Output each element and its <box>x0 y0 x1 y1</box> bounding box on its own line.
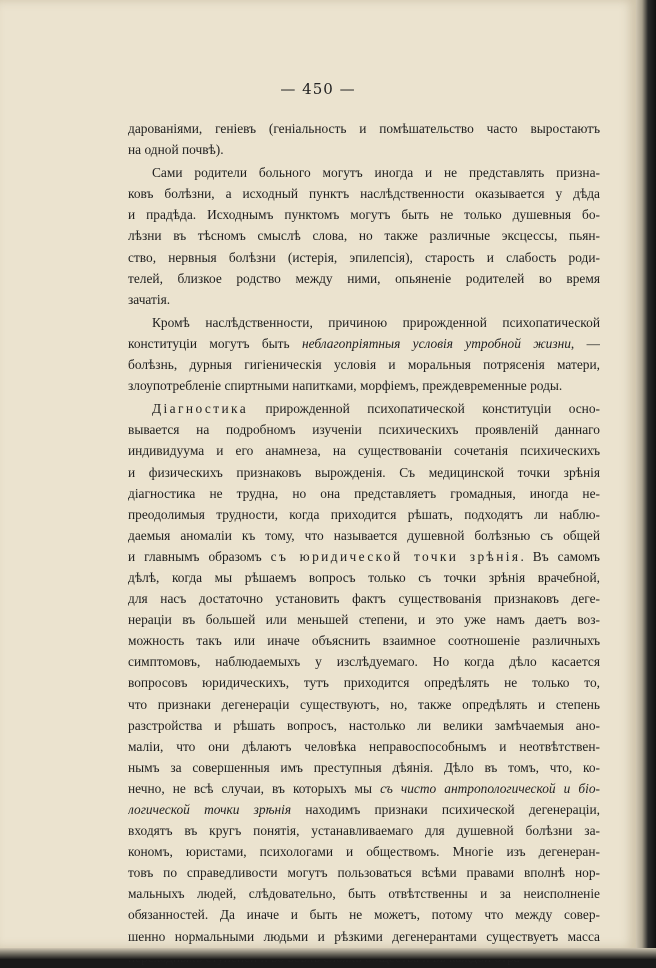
text-line <box>128 546 600 567</box>
text-line: на одной почвѣ). <box>128 142 224 158</box>
text-line: діагностика не трудна, но она представляетъ громадныя, иногда не- <box>128 485 600 501</box>
text-line: зачатія. <box>128 291 171 307</box>
text-line: ство, нервныя болѣзни (истерія, эпилепсія), старость и слабость роди- <box>128 249 600 265</box>
text-line: ковъ болѣзни, а исходный пунктъ наслѣдственности оказывается у дѣда <box>128 186 600 202</box>
text-line: и прадѣда. Исходнымъ пунктомъ могутъ быть не только душевныя бо- <box>128 207 600 223</box>
text-line: злоупотребленіе спиртными напитками, морфіемъ, преждевременные роды. <box>128 378 563 394</box>
text-line: что признаки дегенераціи существуютъ, но, также опредѣлять и степень <box>128 696 600 712</box>
text-line <box>128 799 600 820</box>
text-line: дарованіями, геніевъ (геніальность и помѣшательство часто выростаютъ <box>128 121 600 136</box>
text-run: нечно, не всѣ случаи, въ которыхъ мы <box>128 780 381 796</box>
book-edge-right <box>636 0 656 960</box>
text-line: шенно нормальными людьми и рѣзкими дегенерантами существуетъ масса <box>128 928 600 944</box>
text-line: можность такъ или иначе объяснить взаимное соотношеніе различныхъ <box>128 633 600 649</box>
text-line: и физическихъ признаковъ вырожденія. Съ медицинской точки зрѣнія <box>128 464 600 480</box>
text-line: Сами родители больного могутъ иногда и не представлять призна- <box>152 165 600 181</box>
text-line: входятъ въ кругъ понятія, устанавливаемаго для душевной болѣзни за- <box>128 823 600 839</box>
text-line: болѣзнь, дурныя гигіеническія условія и моральныя потрясенія матери, <box>128 357 600 373</box>
text-line: кономъ, юристами, психологами и обществомъ. Многіе изъ дегенеран- <box>128 844 600 860</box>
text-line: индивидуума и его анамнеза, на существованіи сочетанія психическихъ <box>128 443 600 459</box>
text-line: вопросовъ юридическихъ, тутъ приходится опредѣлять не только то, <box>128 675 600 691</box>
text-line: преодолимыя трудности, когда приходится рѣшать, подходятъ ли наблю- <box>128 506 600 522</box>
text-line <box>128 333 600 354</box>
text-line <box>128 398 600 419</box>
italic-phrase: неблагопріятныя условія утробной жизни <box>301 335 571 351</box>
body-text <box>128 118 600 968</box>
text-line: мальныхъ людей, слѣдовательно, быть отвѣтственны и за неисполненіе <box>128 886 600 902</box>
text-run: прирожденной психопатической конституціи осно- <box>248 401 600 417</box>
spaced-phrase: Діагностика <box>152 401 249 417</box>
text-line: даемыя аномаліи къ тому, что называется душевной болѣзнью съ общей <box>128 527 600 543</box>
spaced-phrase: съ юридической точки зрѣнія <box>270 548 521 564</box>
text-run: . Въ самомъ <box>520 548 600 564</box>
text-line: лѣзни въ тѣсномъ смыслѣ слова, но также различные эксцессы, пьян- <box>128 228 600 244</box>
text-line: нымъ за совершенныя имъ преступныя дѣянія. Дѣло въ томъ, что, ко- <box>128 759 600 775</box>
italic-phrase: логической точки зрѣнія <box>128 802 292 817</box>
text-line: дѣлѣ, когда мы рѣшаемъ вопросъ только съ точки зрѣнія врачебной, <box>128 569 600 585</box>
book-edge-bottom <box>0 948 656 960</box>
text-run: находимъ признаки психической дегенераціи, <box>291 802 600 817</box>
text-line <box>128 778 600 799</box>
italic-phrase: съ чисто антропологической и біо- <box>380 780 600 796</box>
text-line: симптомовъ, наблюдаемыхъ у изслѣдуемаго. Но когда дѣло касается <box>128 654 600 670</box>
text-line: маліи, что они дѣлаютъ человѣка неправоспособнымъ и неотвѣтствен- <box>128 738 600 754</box>
text-line: для насъ достаточно установить фактъ существованія признаковъ деге- <box>128 591 600 607</box>
text-run: , — <box>570 335 600 351</box>
text-line: вывается на подробномъ изученіи психическихъ проявленій даннаго <box>128 422 600 438</box>
text-line: товъ по справедливости могутъ пользоваться всѣми правами вполнѣ нор- <box>128 865 600 881</box>
text-line: Кромѣ наслѣдственности, причиною прирожденной психопатической <box>152 314 600 330</box>
text-line: телей, близкое родство между ними, опьяненіе родителей во время <box>128 270 600 286</box>
text-run: и главнымъ образомъ <box>128 548 271 564</box>
text-run: конституціи могутъ быть <box>128 335 302 351</box>
text-line: обязанностей. Да иначе и быть не можетъ, потому что между совер- <box>128 907 600 923</box>
text-line: разстройства и рѣшать вопросъ, настолько ли велики замѣчаемыя ано- <box>128 717 600 733</box>
text-line: нераціи въ большей или меньшей степени, и это уже намъ даетъ воз- <box>128 612 600 628</box>
page-number: — 450 — <box>280 80 356 98</box>
